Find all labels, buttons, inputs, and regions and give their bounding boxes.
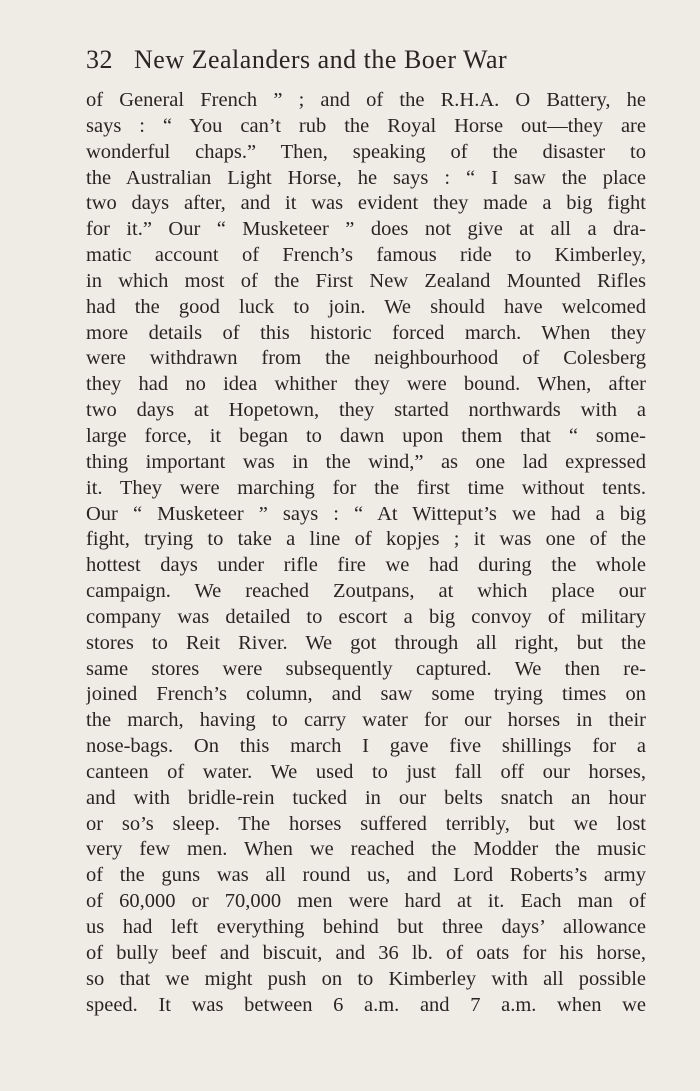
text-line: so that we might push on to Kimberley with all possible (86, 967, 646, 990)
text-line: had the good luck to join. We should have welcomed (86, 295, 646, 318)
text-line: company was detailed to escort a big convoy of military (86, 605, 646, 628)
text-line: of 60,000 or 70,000 men were hard at it. Each man of (86, 890, 646, 913)
text-line: us had left everything behind but three days’ allowance (86, 916, 646, 938)
text-line: matic account of French’s famous ride to Kimberley, (86, 244, 646, 267)
text-line: very few men. When we reached the Modder the music (86, 838, 646, 861)
text-line: in which most of the First New Zealand Mounted Rifles (86, 269, 646, 292)
text-line: were withdrawn from the neighbourhood of Colesberg (86, 347, 646, 370)
body-text (86, 88, 646, 1018)
text-line: fight, trying to take a line of kopjes ; it was one of the (86, 528, 646, 551)
text-line: hottest days under rifle fire we had during the whole (86, 554, 646, 577)
text-line: two days after, and it was evident they made a big fight (86, 192, 646, 215)
text-line: of bully beef and biscuit, and 36 lb. of oats for his horse, (86, 941, 646, 964)
text-line: for it.” Our “ Musketeer ” does not give at all a dra- (86, 218, 646, 241)
text-line: wonderful chaps.” Then, speaking of the disaster to (86, 140, 646, 163)
text-line: joined French’s column, and saw some trying times on (86, 683, 646, 706)
text-line: speed. It was between 6 a.m. and 7 a.m. when we (86, 993, 646, 1016)
text-line: they had no idea whither they were bound. When, after (86, 373, 646, 396)
text-line: more details of this historic forced march. When they (86, 321, 646, 344)
text-line: Our “ Musketeer ” says : “ At Witteput’s we had a big (86, 502, 646, 525)
text-line: canteen of water. We used to just fall off our horses, (86, 760, 646, 783)
text-line: large force, it began to dawn upon them that “ some- (86, 424, 646, 447)
text-line: campaign. We reached Zoutpans, at which place our (86, 580, 646, 603)
running-title: New Zealanders and the Boer War (134, 45, 508, 74)
text-line: stores to Reit River. We got through all right, but the (86, 631, 646, 654)
text-line: two days at Hopetown, they started northwards with a (86, 399, 646, 422)
page-number: 32 (86, 45, 113, 74)
text-line: thing important was in the wind,” as one lad expressed (86, 450, 646, 473)
text-line: nose-bags. On this march I gave five shillings for a (86, 735, 646, 758)
text-line: says : “ You can’t rub the Royal Horse out—they are (86, 114, 646, 137)
running-head (86, 42, 606, 78)
text-line: it. They were marching for the first time without tents. (86, 476, 646, 499)
text-line: the Australian Light Horse, he says : “ I saw the place (86, 166, 646, 189)
text-line: or so’s sleep. The horses suffered terribly, but we lost (86, 812, 646, 835)
text-line: same stores were subsequently captured. We then re- (86, 657, 646, 680)
text-line: and with bridle-rein tucked in our belts snatch an hour (86, 786, 646, 809)
text-line: of the guns was all round us, and Lord Roberts’s army (86, 864, 646, 887)
text-line: the march, having to carry water for our horses in their (86, 709, 646, 732)
text-line: of General French ” ; and of the R.H.A. O Battery, he (86, 89, 646, 111)
